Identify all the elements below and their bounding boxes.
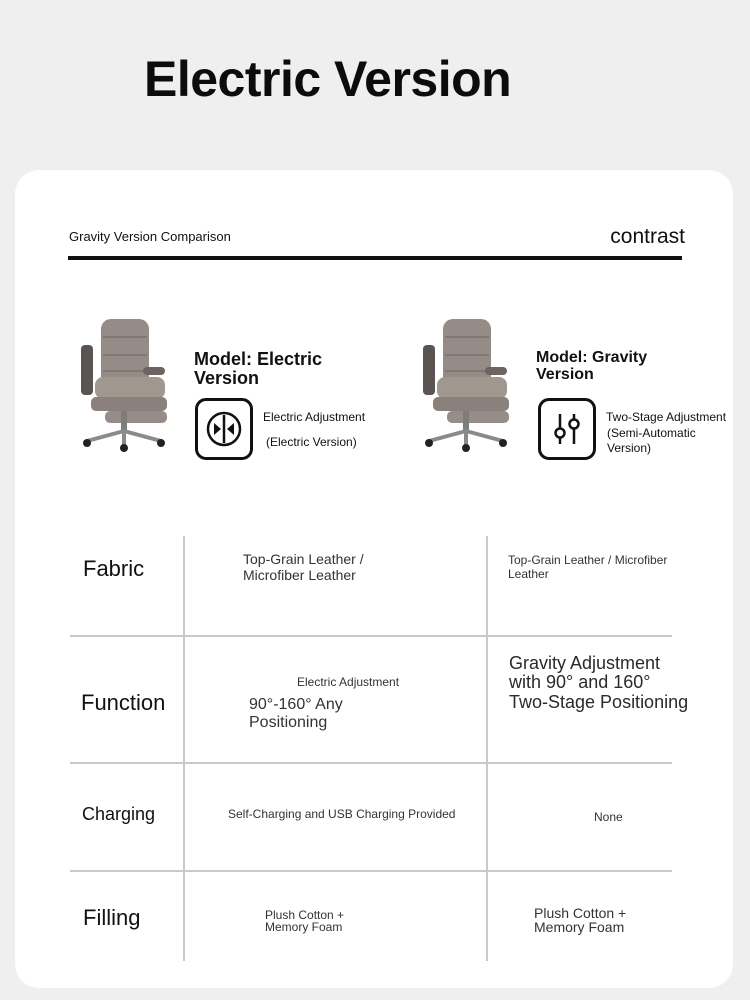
header-divider <box>68 256 682 260</box>
gravity-function-value: Gravity Adjustment with 90° and 160° Two-Stage Positioning <box>509 653 689 712</box>
electric-function-detail: 90°-160° Any Positioning <box>249 696 343 732</box>
electric-adjust-sublabel: (Electric Version) <box>266 435 357 449</box>
electric-filling-value: Plush Cotton + Memory Foam <box>265 908 345 934</box>
column-divider-1 <box>183 536 185 961</box>
electric-charging-value: Self-Charging and USB Charging Provided <box>228 807 456 821</box>
gravity-model-name: Model: Gravity Version <box>536 349 648 383</box>
comparison-subtitle: Gravity Version Comparison <box>69 229 231 244</box>
gravity-adjust-label: Two-Stage Adjustment <box>606 410 727 424</box>
row-label-function: Function <box>81 690 166 715</box>
gravity-charging-value: None <box>594 810 623 824</box>
gravity-chair-image <box>417 315 517 455</box>
row-divider-1 <box>70 635 672 637</box>
electric-adjust-label: Electric Adjustment <box>263 410 366 424</box>
electric-adjust-icon <box>195 398 253 460</box>
gravity-filling-value: Plush Cotton + Memory Foam <box>534 905 627 935</box>
row-divider-3 <box>70 870 672 872</box>
comparison-card <box>15 170 733 988</box>
electric-chair-image <box>75 315 175 455</box>
row-label-filling: Filling <box>83 905 141 930</box>
column-divider-2 <box>486 536 488 961</box>
electric-fabric-value: Top-Grain Leather / Microfiber Leather <box>243 551 364 584</box>
contrast-heading: contrast <box>610 225 685 248</box>
row-divider-2 <box>70 762 672 764</box>
electric-function-value: Electric Adjustment <box>297 675 400 689</box>
electric-model-name: Model: Electric Version <box>194 349 323 388</box>
gravity-adjust-sublabel: (Semi-Automatic Version) <box>607 426 696 455</box>
row-label-charging: Charging <box>82 804 156 824</box>
row-label-fabric: Fabric <box>83 556 145 581</box>
page-title: Electric Version <box>144 51 512 107</box>
gravity-fabric-value: Top-Grain Leather / Microfiber Leather <box>508 553 668 581</box>
sliders-icon <box>538 398 596 460</box>
